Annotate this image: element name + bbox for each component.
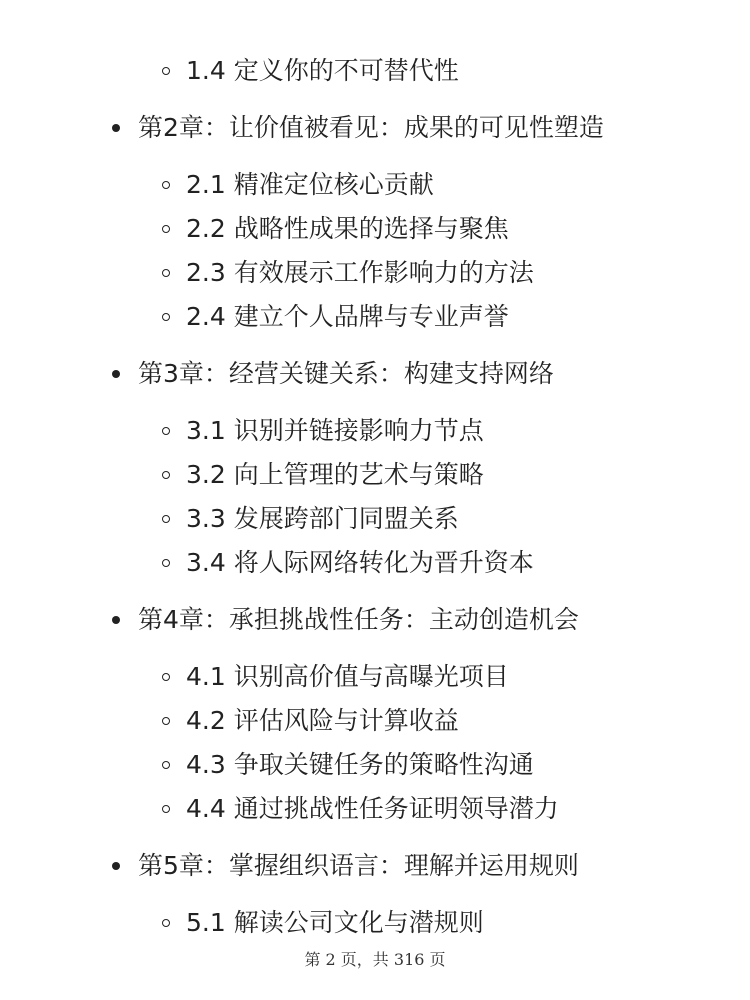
hollow-circle-bullet-icon: [162, 225, 170, 233]
filled-dot-bullet-icon: [112, 616, 120, 624]
toc-section-label: 3.2 向上管理的艺术与策略: [186, 460, 484, 489]
toc-chapter-item: [112, 848, 579, 884]
toc-section-label: 1.4 定义你的不可替代性: [186, 56, 459, 85]
page-number-footer: 第 2 页，共 316 页: [304, 950, 446, 969]
hollow-circle-bullet-icon: [162, 559, 170, 567]
toc-section-item: [162, 747, 534, 783]
toc-section-label: 4.1 识别高价值与高曝光项目: [186, 662, 509, 691]
toc-section-item: [162, 905, 484, 941]
hollow-circle-bullet-icon: [162, 919, 170, 927]
hollow-circle-bullet-icon: [162, 471, 170, 479]
filled-dot-bullet-icon: [112, 124, 120, 132]
toc-section-item: [162, 457, 484, 493]
toc-section-label: 3.4 将人际网络转化为晋升资本: [186, 548, 534, 577]
toc-section-label: 3.3 发展跨部门同盟关系: [186, 504, 459, 533]
toc-chapter-label: 第4章：承担挑战性任务：主动创造机会: [138, 605, 579, 634]
toc-section-label: 4.4 通过挑战性任务证明领导潜力: [186, 794, 559, 823]
toc-section-item: [162, 791, 559, 827]
toc-section-label: 2.3 有效展示工作影响力的方法: [186, 258, 534, 287]
toc-section-item: [162, 255, 534, 291]
hollow-circle-bullet-icon: [162, 717, 170, 725]
toc-chapter-label: 第2章：让价值被看见：成果的可见性塑造: [138, 113, 604, 142]
filled-dot-bullet-icon: [112, 862, 120, 870]
toc-section-item: [162, 211, 509, 247]
toc-section-item: [162, 703, 459, 739]
toc-chapter-label: 第3章：经营关键关系：构建支持网络: [138, 359, 554, 388]
toc-chapter-item: [112, 356, 554, 392]
toc-section-label: 2.1 精准定位核心贡献: [186, 170, 434, 199]
toc-section-label: 5.1 解读公司文化与潜规则: [186, 908, 484, 937]
hollow-circle-bullet-icon: [162, 673, 170, 681]
toc-section-item: [162, 545, 534, 581]
hollow-circle-bullet-icon: [162, 269, 170, 277]
toc-chapter-item: [112, 602, 579, 638]
toc-section-item: [162, 299, 509, 335]
toc-chapter-label: 第5章：掌握组织语言：理解并运用规则: [138, 851, 579, 880]
toc-section-label: 4.3 争取关键任务的策略性沟通: [186, 750, 534, 779]
toc-section-item: [162, 501, 459, 537]
toc-section-item: [162, 659, 509, 695]
hollow-circle-bullet-icon: [162, 761, 170, 769]
hollow-circle-bullet-icon: [162, 313, 170, 321]
toc-section-item: [162, 413, 484, 449]
hollow-circle-bullet-icon: [162, 427, 170, 435]
toc-section-item: [162, 167, 434, 203]
toc-section-item: [162, 53, 459, 89]
toc-section-label: 4.2 评估风险与计算收益: [186, 706, 459, 735]
toc-section-label: 2.4 建立个人品牌与专业声誉: [186, 302, 509, 331]
toc-section-label: 2.2 战略性成果的选择与聚焦: [186, 214, 509, 243]
hollow-circle-bullet-icon: [162, 181, 170, 189]
toc-section-label: 3.1 识别并链接影响力节点: [186, 416, 484, 445]
hollow-circle-bullet-icon: [162, 515, 170, 523]
hollow-circle-bullet-icon: [162, 67, 170, 75]
hollow-circle-bullet-icon: [162, 805, 170, 813]
toc-chapter-item: [112, 110, 604, 146]
filled-dot-bullet-icon: [112, 370, 120, 378]
